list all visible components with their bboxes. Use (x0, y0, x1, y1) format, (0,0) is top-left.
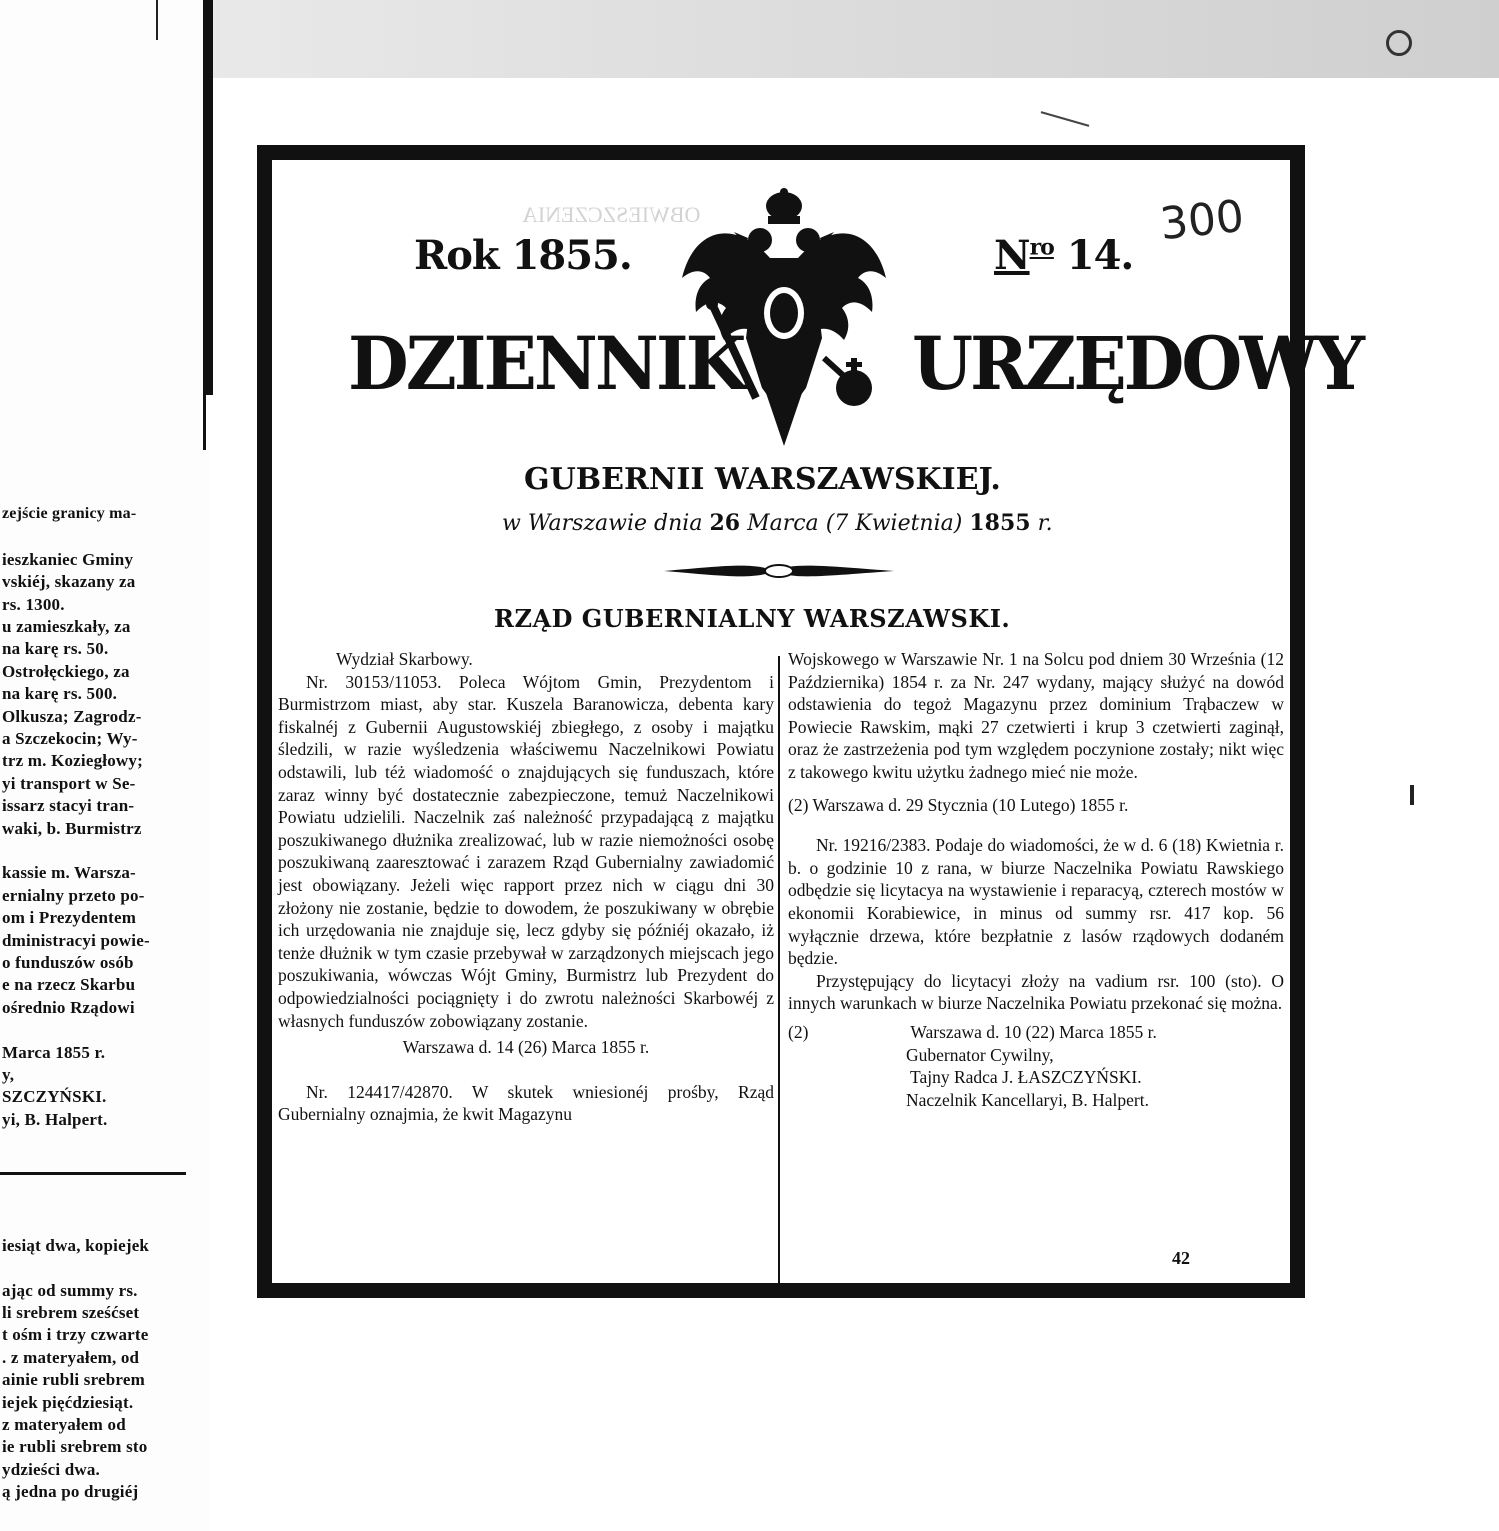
year-label: Rok 1855. (414, 232, 632, 279)
issue-number (994, 232, 1133, 279)
margin-tick-mark (1410, 785, 1414, 805)
notice-text: Przystępujący do licytacyi złoży na vadium rsr. 100 (sto). O innych warunkach w biurze Naczelnika Powiatu przekonać się można. (788, 970, 1284, 1014)
notice-date: Warszawa d. 10 (22) Marca 1855 r. (910, 1021, 1157, 1042)
issue-date-year: 1855 (969, 510, 1031, 536)
notice-content (272, 160, 1362, 1283)
left-page-line: Olkusza; Zagrodz- (2, 706, 142, 726)
left-page-line: om i Prezydentem (2, 908, 137, 928)
left-page-line: li srebrem sześćset (2, 1303, 140, 1322)
notice-date: Warszawa d. 14 (26) Marca 1855 r. (402, 1037, 650, 1058)
left-page-line: . z materyałem, od (2, 1347, 140, 1367)
notice-text: Nr. 30153/11053. Poleca Wójtom Gmin, Prezydentom i Burmistrzom miast, aby star. Kuszela Baranowicza, debenta kary fiskalnéj z Gubernii Augustowskiéj zbiegłego, z osoby i majątku śledzili, w razie wyśledzenia właściwemu Naczelnikowi Powiatu odstawili, lub téż wiadomość o znajdujących się funduszach, które zaraz winny być dostatecznie zabezpieczone, temuż Naczelnikowi Powiatu udzielili. Naczelnik zaś należność przypadającą z majątku poszukiwanego dłużnika zrealizować, lub w razie niemożności osobę poszukiwaną zaaresztować i zarazem Rząd Gubernialny zawiadomić jest obowiązany. Jeżeli więc rapport przez nich w ciągu dni 30 złożony nie zostanie, będzie to dowodem, że poszukiwany w obrębie ich urzędowania nie znajduje się, lecz gdyby się późniéj okazało, iż tenże dłużnik w tym czasie przebywał w zarządzonych miejscach jego poszukiwania, wówczas Wójt Gminy, Burmistrz lub Prezydent do odpowiedzialności pociągnięty i do zwrotu należności Skarbowéj z własnych funduszów zobowiązany zostanie. (278, 671, 774, 1031)
issue-date-month: Marca (747, 511, 819, 536)
left-page-line: kassie m. Warsza- (2, 863, 136, 883)
pencil-circle-mark (1386, 30, 1412, 56)
notice-text: Wojskowego w Warszawie Nr. 1 na Solcu pod dniem 30 Września (12 Października) 1854 r. za Nr. 247 wydany, mający służyć na dowód odstawienia do tegoż Magazynu przez dominium Trąbaczew w Powiecie Rawskim, mąki 27 czetwierti i krup 3 czetwierti zaginął, oraz że zastrzeżenia pod tym względem poczynione zostały; nikt więc z takowego kwitu użytku żadnego mieć nie może. (788, 649, 1284, 782)
right-column (788, 648, 1284, 1111)
issue-number-value: 14. (1053, 232, 1134, 279)
left-page-line: iesiąt dwa, kopiejek (2, 1235, 150, 1255)
left-adjacent-page (0, 0, 210, 1531)
left-page-line: waki, b. Burmistrz (2, 818, 142, 838)
page-number: 42 (1172, 1248, 1190, 1268)
notice-text: Nr. 19216/2383. Podaje do wiadomości, że w d. 6 (18) Kwietnia r. b. o godzinie 10 z rana, w biurze Naczelnika Powiatu Rawskiego odbędzie się licytacya na wystawienie i reparacyą, czterech mostów w ekonomii Korabiewice, in minus od summy rsr. 417 kop. 56 wyłącznie drzewa, które bezpłatnie z lasów rządowych dodaném będzie. (788, 835, 1284, 969)
notice-number: (2) (788, 1021, 809, 1042)
left-page-line: e na rzecz Skarbu (2, 975, 136, 995)
left-page-line: trz m. Koziegłowy; (2, 751, 143, 771)
left-page-line: u zamieszkały, za (2, 617, 131, 636)
gutter-bar (203, 0, 213, 395)
left-page-line: zejście granicy ma- (2, 505, 137, 522)
double-headed-eagle-icon (674, 188, 894, 446)
signature-line: Tajny Radca J. ŁASZCZYŃSKI. (910, 1067, 1142, 1088)
section-heading: Wydział Skarbowy. (336, 649, 473, 669)
left-page-line: na karę rs. 500. (2, 684, 118, 704)
left-page-line: ą jedna po drugiéj (2, 1482, 139, 1502)
issue-date-day: 26 (709, 510, 741, 536)
left-page-line: rs. 1300. (2, 594, 65, 614)
issue-number-sup: ro (1029, 234, 1054, 261)
left-page-line: Ostrołęckiego, za (2, 661, 130, 681)
issue-date-prefix: w Warszawie dnia (502, 511, 703, 536)
notice-date-line (788, 1021, 1284, 1044)
left-page-line: t ośm i trzy czwarte (2, 1325, 149, 1345)
masthead-title-right: URZĘDOWY (912, 319, 1362, 408)
page-edge-mark (156, 0, 158, 40)
authority-heading: RZĄD GUBERNIALNY WARSZAWSKI. (494, 604, 1011, 633)
column-divider (778, 656, 780, 1296)
left-page-line: yi transport w Se- (2, 773, 136, 793)
handwritten-annotation: 300 (1157, 190, 1247, 251)
left-page-line: SZCZYŃSKI. (2, 1087, 107, 1107)
notice-text: Nr. 124417/42870. W skutek wniesionéj prośby, Rząd Gubernialny oznajmia, że kwit Magazynu (278, 1081, 774, 1125)
left-page-line: z materyałem od (2, 1415, 126, 1434)
issue-date-suffix: r. (1037, 511, 1053, 536)
left-page-line: Marca 1855 r. (2, 1042, 106, 1062)
left-page-line: ając od summy rs. (2, 1280, 138, 1300)
left-page-line: o funduszów osób (2, 953, 134, 972)
left-page-line: ośrednio Rządowi (2, 997, 135, 1017)
masthead-subtitle: GUBERNII WARSZAWSKIEJ. (524, 462, 1001, 497)
left-page-line: dministracyi powie- (2, 930, 150, 950)
left-page-line: ainie rubli srebrem (2, 1370, 145, 1390)
bleed-through-text: OBWIESZCZENIA (522, 202, 701, 227)
left-page-line: vskiéj, skazany za (2, 572, 136, 592)
left-page-line: ydzieści dwa. (2, 1459, 100, 1479)
issue-number-prefix: N (994, 232, 1030, 279)
signature-line: Naczelnik Kancellaryi, B. Halpert. (906, 1089, 1149, 1110)
issue-date (502, 510, 1053, 536)
notice-date: (2) Warszawa d. 29 Stycznia (10 Lutego) 1855 r. (788, 794, 1129, 815)
left-page-line: yi, B. Halpert. (2, 1109, 108, 1129)
left-page-line: ie rubli srebrem sto (2, 1437, 148, 1457)
gutter-bar (203, 395, 206, 450)
masthead-title-left: DZIENNIK (348, 319, 744, 408)
left-page-line: issarz stacyi tran- (2, 796, 135, 816)
ornamental-divider-icon (664, 558, 894, 584)
background-shadow (203, 0, 1499, 78)
left-page-line: ieszkaniec Gminy (2, 549, 134, 569)
issue-date-paren: (7 Kwietnia) (825, 511, 963, 536)
left-column (278, 648, 774, 1126)
left-page-line: na karę rs. 50. (2, 639, 109, 659)
left-page-line: iejek pięćdziesiąt. (2, 1392, 134, 1412)
left-page-line: y, (2, 1065, 15, 1084)
signature-line: Gubernator Cywilny, (906, 1044, 1054, 1065)
left-page-line: a Szczekocin; Wy- (2, 729, 138, 748)
left-page-line: ernialny przeto po- (2, 885, 145, 905)
left-page-rule (0, 1172, 186, 1175)
